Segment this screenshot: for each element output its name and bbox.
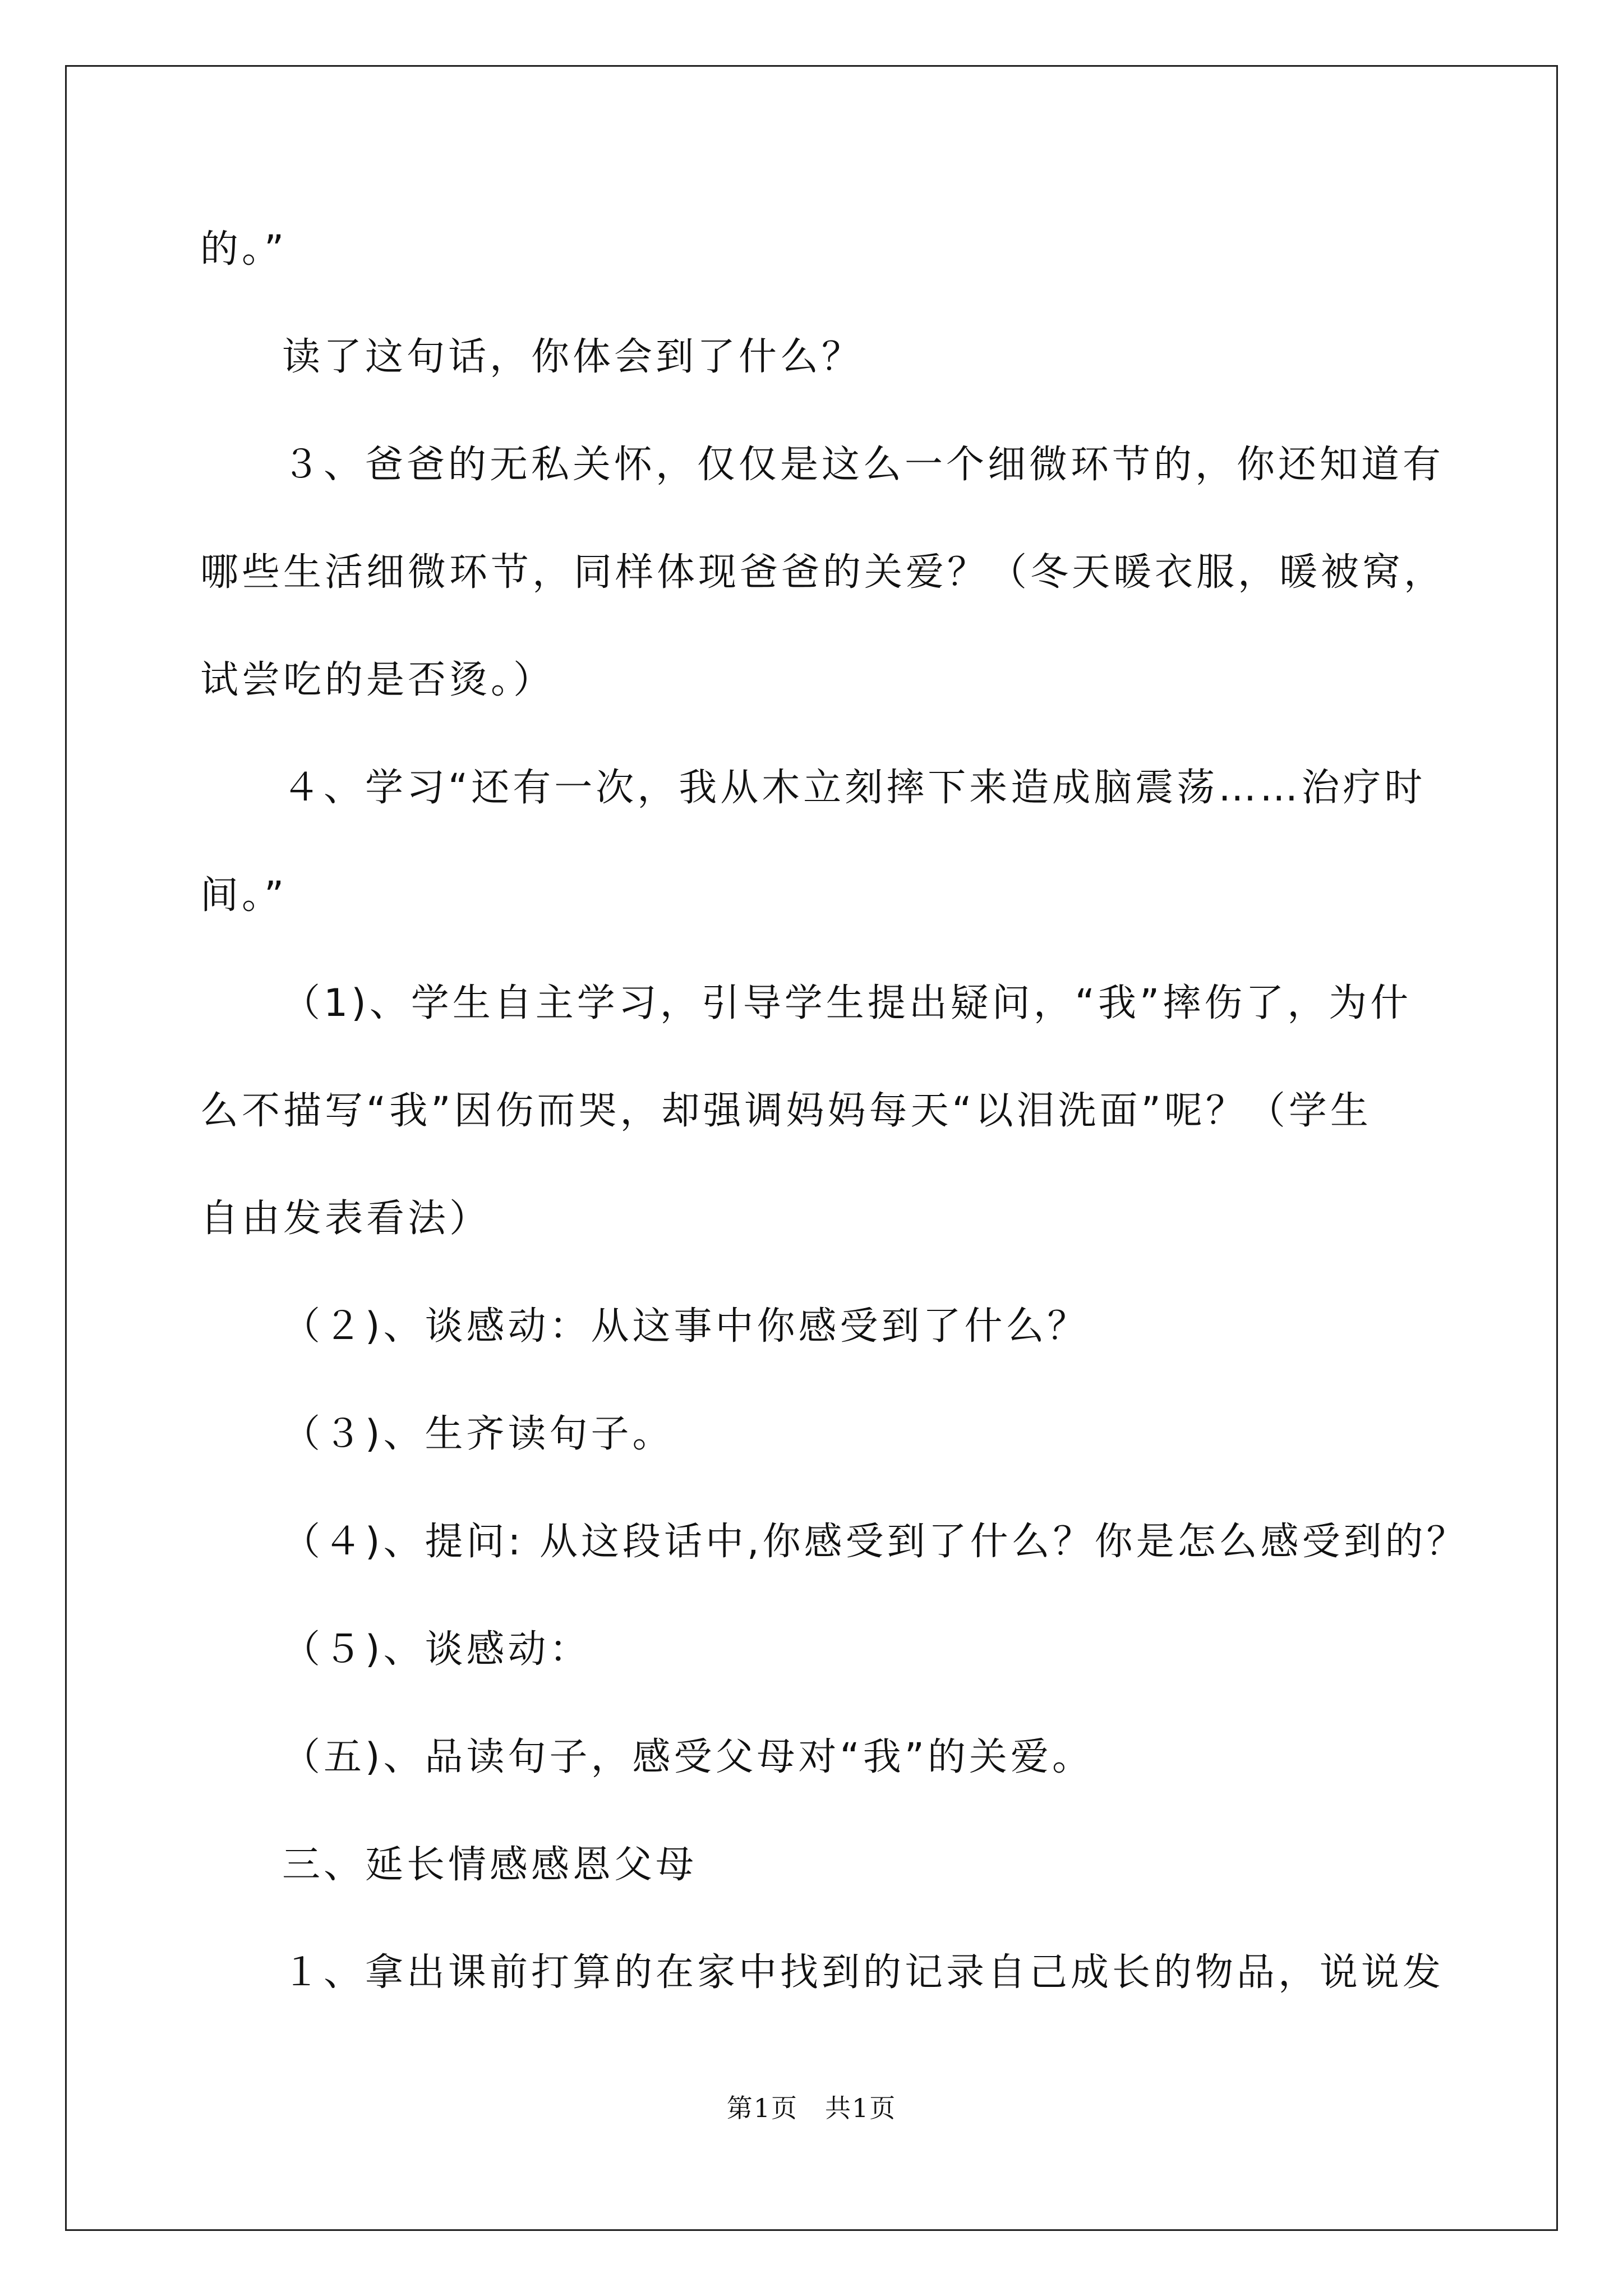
text-line-16: 三、延长情感感恩父母 [282, 1843, 698, 1887]
text-line-2: 读了这句话，你体会到了什么？ [282, 335, 864, 379]
text-line-7: 间。” [200, 873, 288, 918]
text-line-15: （五)、品读句子，感受父母对“我”的关爱。 [282, 1735, 1094, 1779]
text-line-3: ３、爸爸的无私关怀，仅仅是这么一个细微环节的，你还知道有 [282, 443, 1445, 487]
page-border [65, 65, 1558, 2231]
text-line-9: 么不描写“我”因伤而哭，却强调妈妈每天“以泪洗面”呢？（学生 [200, 1089, 1372, 1133]
text-line-5: 试尝吃的是否烫。） [200, 658, 555, 702]
text-line-8: （1)、学生自主学习，引导学生提出疑问，“我”摔伤了，为什 [282, 981, 1412, 1025]
text-line-10: 自由发表看法） [200, 1197, 491, 1241]
text-line-12: （３)、生齐读句子。 [282, 1412, 674, 1456]
text-line-13: （４)、提问: 从这段话中,你感受到了什么？你是怎么感受到的？ [282, 1520, 1468, 1564]
text-line-1: 的。” [200, 227, 288, 272]
page-number-footer: 第1页 共1页 [726, 2093, 897, 2123]
text-line-11: （２)、谈感动：从这事中你感受到了什么？ [282, 1304, 1089, 1349]
text-line-4: 哪些生活细微环节，同样体现爸爸的关爱？（冬天暖衣服，暖被窝， [200, 550, 1446, 595]
text-line-17: １、拿出课前打算的在家中找到的记录自己成长的物品，说说发 [282, 1950, 1445, 1995]
text-line-14: （５)、谈感动： [282, 1627, 591, 1672]
text-line-6: ４、学习“还有一次，我从木立刻摔下来造成脑震荡……治疗时 [282, 766, 1426, 810]
